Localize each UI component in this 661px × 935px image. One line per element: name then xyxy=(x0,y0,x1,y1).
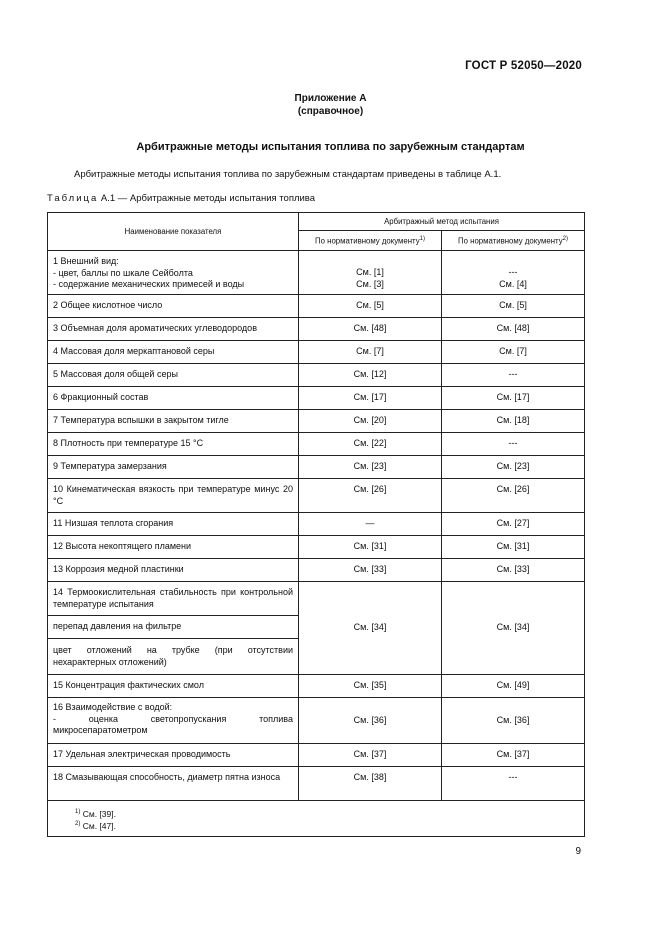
indicator-cell: 15 Концентрация фактических смол xyxy=(48,675,299,698)
indicator-cell: 17 Удельная электрическая проводимость xyxy=(48,744,299,767)
method-cell: См. [26] xyxy=(299,479,442,513)
method-cell: См. [23] xyxy=(299,456,442,479)
indicator-cell: 4 Массовая доля меркаптановой серы xyxy=(48,341,299,364)
table-footnotes xyxy=(48,801,585,837)
method-cell: --- См. [4] xyxy=(442,251,585,295)
method-cell: См. [38] xyxy=(299,767,442,801)
indicator-cell: 11 Низшая теплота сгорания xyxy=(48,513,299,536)
method-cell: См. [33] xyxy=(442,559,585,582)
indicator-cell: 13 Коррозия медной пластинки xyxy=(48,559,299,582)
method-cell: — xyxy=(299,513,442,536)
indicator-cell: цвет отложений на трубке (при отсутствии нехарактерных отложений) xyxy=(48,639,299,675)
method-cell: См. [48] xyxy=(299,318,442,341)
table-row xyxy=(48,251,585,295)
table-row xyxy=(48,767,585,801)
indicator-cell: 8 Плотность при температуре 15 °С xyxy=(48,433,299,456)
method-cell: См. [31] xyxy=(442,536,585,559)
table-row xyxy=(48,675,585,698)
intro-text: Арбитражные методы испытания топлива по зарубежным стандартам приведены в таблице А.1. xyxy=(74,169,502,180)
table-row xyxy=(48,410,585,433)
table-row xyxy=(48,341,585,364)
indicator-cell: 10 Кинематическая вязкость при температуре минус 20 °С xyxy=(48,479,299,513)
method-cell: См. [35] xyxy=(299,675,442,698)
indicator-cell: 7 Температура вспышки в закрытом тигле xyxy=(48,410,299,433)
method-cell: См. [18] xyxy=(442,410,585,433)
method-cell: См. [17] xyxy=(299,387,442,410)
col-header-indicator: Наименование показателя xyxy=(48,213,299,251)
method-cell: См. [34] xyxy=(442,582,585,675)
method-cell: См. [22] xyxy=(299,433,442,456)
table-row xyxy=(48,536,585,559)
table-row xyxy=(48,698,585,744)
table-row xyxy=(48,295,585,318)
table-caption xyxy=(47,193,315,204)
method-cell: См. [31] xyxy=(299,536,442,559)
indicator-cell: 5 Массовая доля общей серы xyxy=(48,364,299,387)
table-row xyxy=(48,387,585,410)
standard-number: ГОСТ Р 52050—2020 xyxy=(465,60,582,72)
appendix-subtitle: (справочное) xyxy=(297,106,364,117)
col-header-doc1: По нормативному документу$^{1)}$ xyxy=(299,231,442,251)
method-cell: См. [20] xyxy=(299,410,442,433)
table-row xyxy=(48,479,585,513)
method-cell: См. [26] xyxy=(442,479,585,513)
method-cell: См. [7] xyxy=(442,341,585,364)
methods-table xyxy=(47,212,585,837)
indicator-cell: 16 Взаимодействие с водой: - оценка светопропускания топлива микросепаратометром xyxy=(48,698,299,744)
indicator-cell: перепад давления на фильтре xyxy=(48,616,299,639)
method-cell: См. [37] xyxy=(442,744,585,767)
table-row xyxy=(48,456,585,479)
indicator-cell: 1 Внешний вид: - цвет, баллы по шкале Сейболта - содержание механических примесей и воды xyxy=(48,251,299,295)
method-cell: См. [23] xyxy=(442,456,585,479)
footnote-ref-1: 1) xyxy=(419,235,425,242)
indicator-cell: 2 Общее кислотное число xyxy=(48,295,299,318)
method-cell: См. [36] xyxy=(442,698,585,744)
method-cell: См. [27] xyxy=(442,513,585,536)
method-cell: См. [7] xyxy=(299,341,442,364)
method-cell: --- xyxy=(442,433,585,456)
table-caption-text: А.1 — Арбитражные методы испытания топлива xyxy=(100,193,316,204)
page-number: 9 xyxy=(575,846,581,857)
indicator-cell: 3 Объемная доля ароматических углеводородов xyxy=(48,318,299,341)
method-cell: --- xyxy=(442,767,585,801)
method-cell: См. [34] xyxy=(299,582,442,675)
footnote-ref-2: 2) xyxy=(562,235,568,242)
col-header-doc2: По нормативному документу$^{2)}$ xyxy=(442,231,585,251)
method-cell: См. [12] xyxy=(299,364,442,387)
indicator-cell: 12 Высота некоптящего пламени xyxy=(48,536,299,559)
indicator-cell: 9 Температура замерзания xyxy=(48,456,299,479)
method-cell: --- xyxy=(442,364,585,387)
col-header-group: Арбитражный метод испытания xyxy=(299,213,585,231)
section-title: Арбитражные методы испытания топлива по зарубежным стандартам xyxy=(136,141,525,153)
appendix-title: Приложение А xyxy=(294,93,367,104)
footnote-2: $^{2)}$ См. [47]. xyxy=(75,821,116,832)
indicator-cell: 18 Смазывающая способность, диаметр пятна износа xyxy=(48,767,299,801)
method-cell: См. [48] xyxy=(442,318,585,341)
appendix-heading xyxy=(0,92,661,118)
table-row xyxy=(48,513,585,536)
indicator-cell: 6 Фракционный состав xyxy=(48,387,299,410)
table-row xyxy=(48,744,585,767)
method-cell: См. [33] xyxy=(299,559,442,582)
method-cell: См. [5] xyxy=(442,295,585,318)
method-cell: См. [17] xyxy=(442,387,585,410)
method-cell: См. [49] xyxy=(442,675,585,698)
method-cell: См. [1] См. [3] xyxy=(299,251,442,295)
method-cell: См. [37] xyxy=(299,744,442,767)
table-row xyxy=(48,433,585,456)
table-row xyxy=(48,364,585,387)
method-cell: См. [5] xyxy=(299,295,442,318)
indicator-cell: 14 Термоокислительная стабильность при контрольной температуре испытания xyxy=(48,582,299,616)
table-row xyxy=(48,582,585,616)
table-row xyxy=(48,559,585,582)
footnote-1: $^{1)}$ См. [39]. xyxy=(75,808,116,819)
table-row xyxy=(48,318,585,341)
method-cell: См. [36] xyxy=(299,698,442,744)
table-caption-label: Таблица xyxy=(47,193,99,204)
